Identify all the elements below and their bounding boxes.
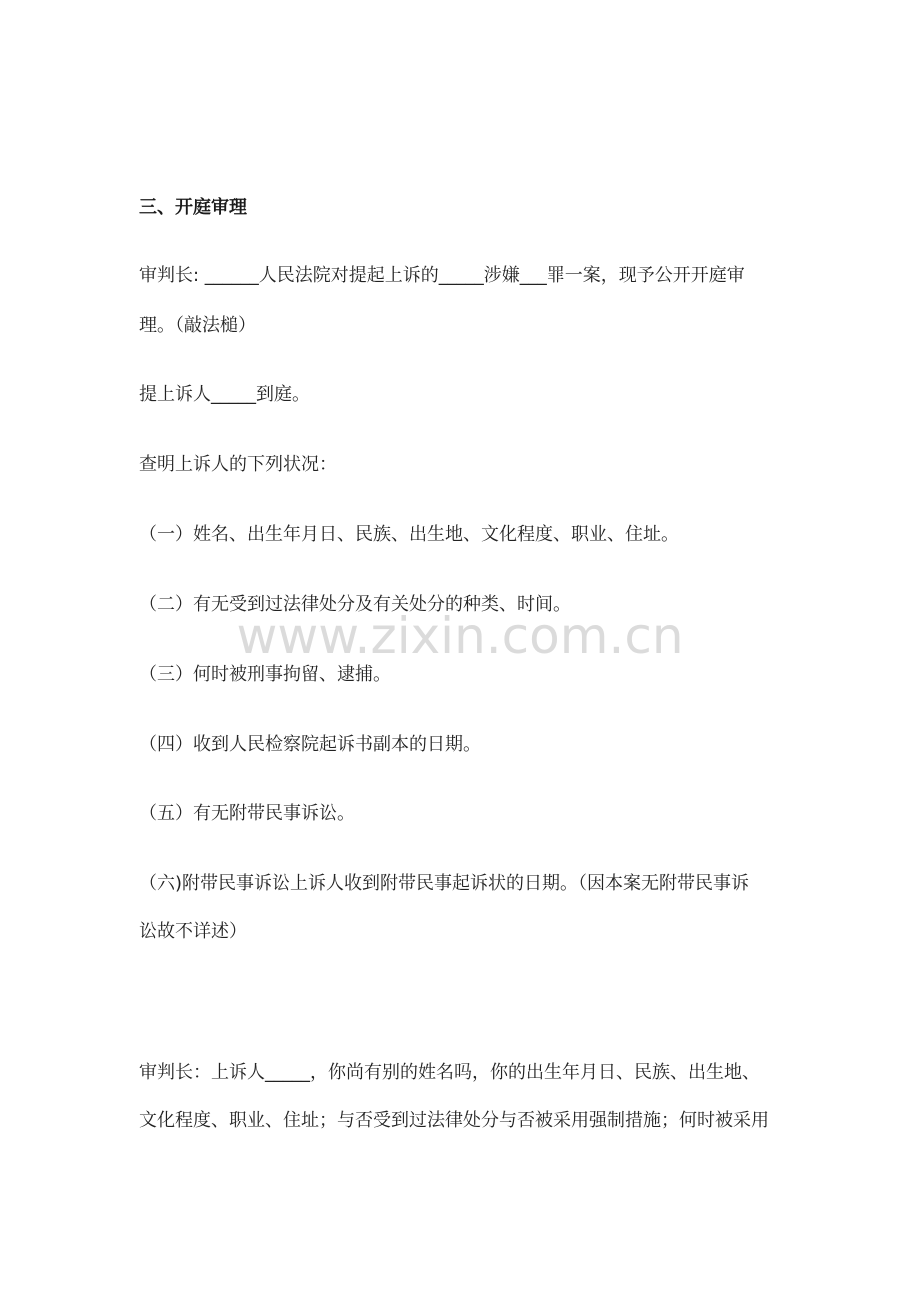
document-page — [139, 0, 784, 1302]
list-item: （五）有无附带民事诉讼。 — [139, 803, 355, 824]
list-item: （六)附带民事诉讼上诉人收到附带民事起诉状的日期。（因本案无附带民事诉 — [139, 873, 750, 894]
paragraph-line: 查明上诉人的下列状况： — [139, 454, 337, 475]
list-item: （三）何时被刑事拘留、逮捕。 — [139, 664, 391, 685]
paragraph-line: 审判长：上诉人_____，你尚有别的姓名吗，你的出生年月日、民族、出生地、 — [139, 1062, 760, 1083]
watermark: www.zixin.com.cn — [236, 607, 684, 665]
paragraph-line: 提上诉人_____到庭。 — [139, 384, 310, 405]
list-item-continuation: 讼故不详述） — [139, 921, 247, 942]
paragraph-line: 审判长: ______人民法院对提起上诉的_____涉嫌___罪一案，现予公开开庭审 — [139, 265, 745, 286]
list-item: （二）有无受到过法律处分及有关处分的种类、时间。 — [139, 594, 571, 615]
list-item: （一）姓名、出生年月日、民族、出生地、文化程度、职业、住址。 — [139, 524, 679, 545]
section-heading: 三、开庭审理 — [139, 197, 247, 218]
paragraph-line: 文化程度、职业、住址；与否受到过法律处分与否被采用强制措施；何时被采用 — [139, 1110, 769, 1131]
paragraph-line: 理。（敲法槌） — [139, 315, 256, 336]
list-item: （四）收到人民检察院起诉书副本的日期。 — [139, 734, 481, 755]
